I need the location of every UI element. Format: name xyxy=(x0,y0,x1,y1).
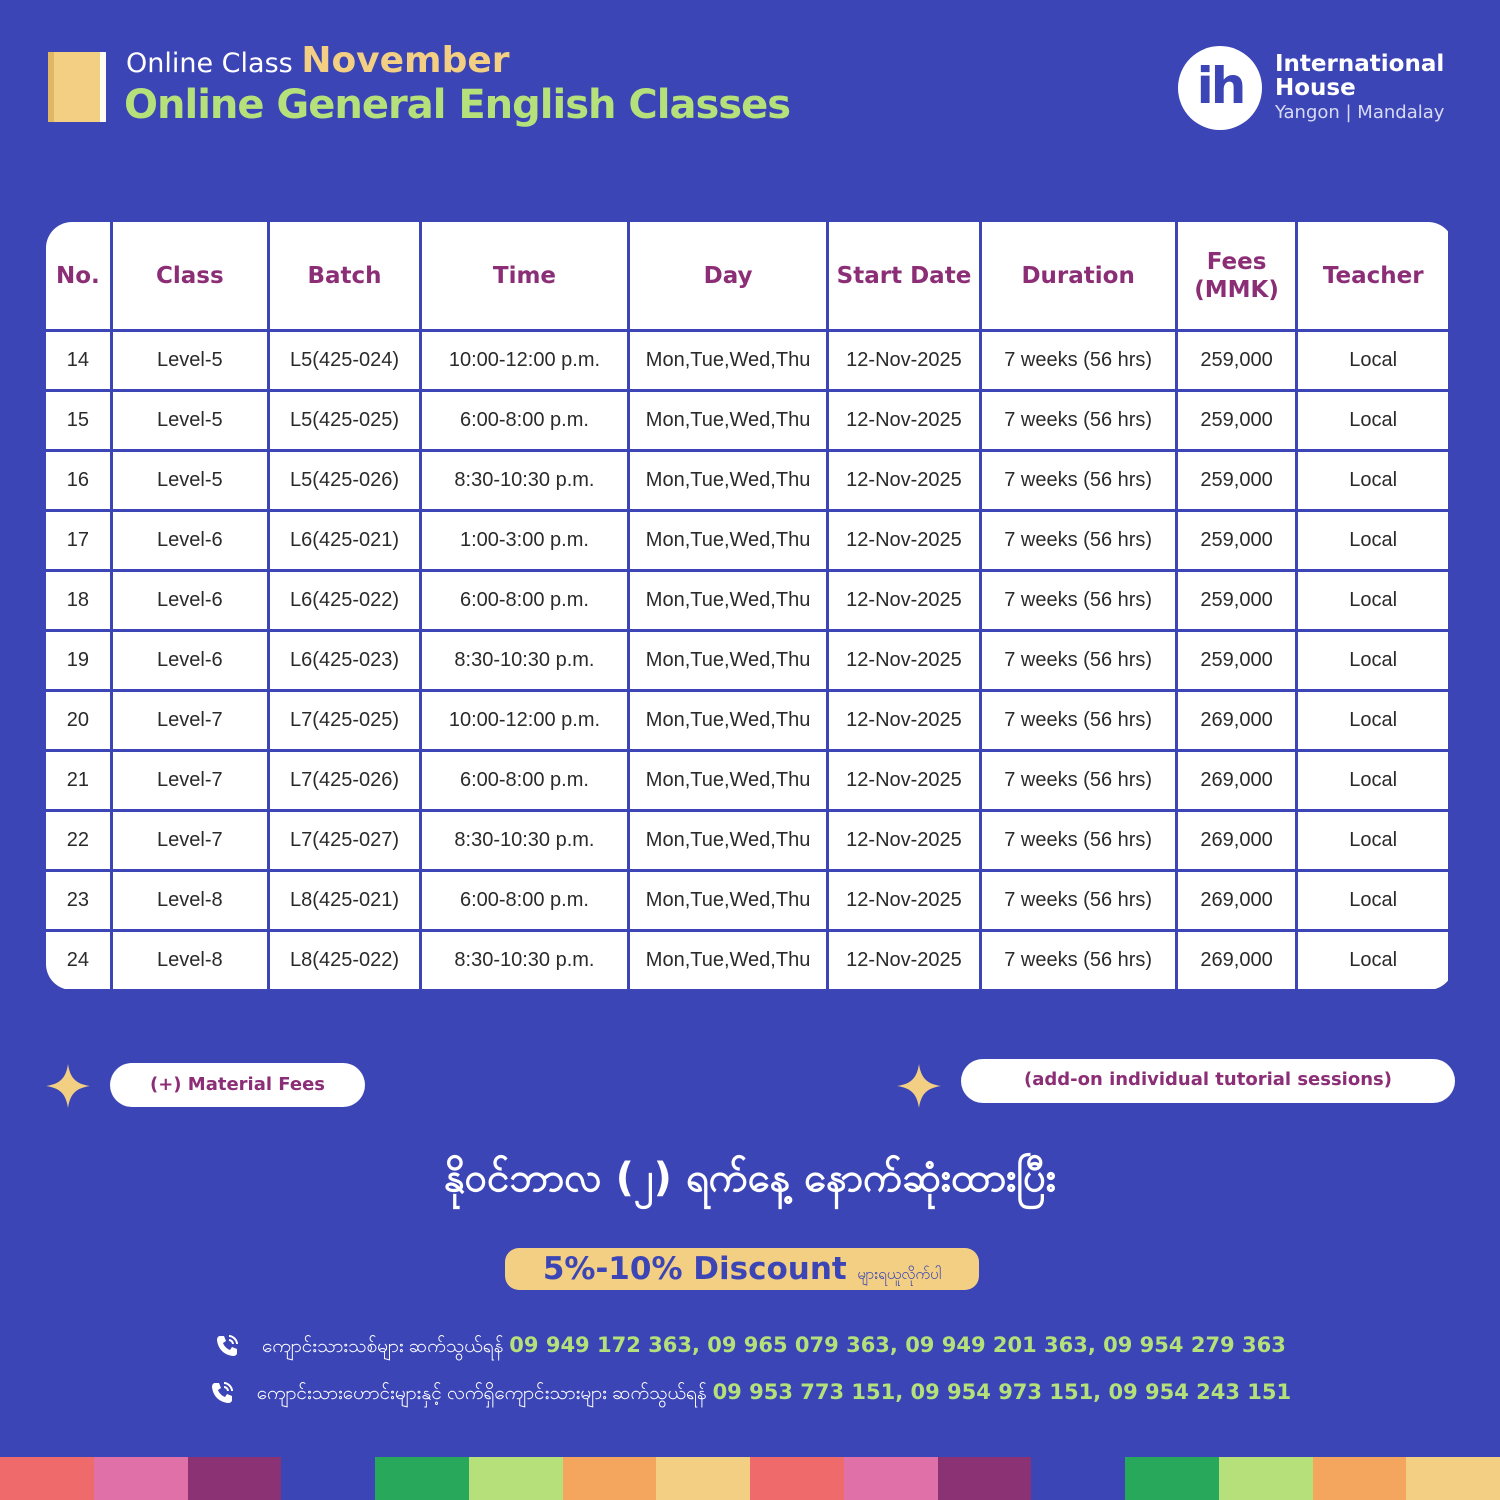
cell-no: 17 xyxy=(46,512,110,569)
schedule-table xyxy=(46,222,1451,990)
cell-batch: L6(425-022) xyxy=(270,572,419,629)
cell-day: Mon,Tue,Wed,Thu xyxy=(630,632,827,689)
cell-duration: 7 weeks (56 hrs) xyxy=(982,572,1175,629)
cell-no: 21 xyxy=(46,752,110,809)
cell-batch: L6(425-021) xyxy=(270,512,419,569)
book-icon xyxy=(46,48,110,124)
header-subtitle xyxy=(126,40,510,81)
discount-text: 5%-10% Discount xyxy=(542,1251,847,1287)
cell-batch: L8(425-021) xyxy=(270,872,419,929)
table-row xyxy=(46,332,1448,389)
cell-batch: L7(425-026) xyxy=(270,752,419,809)
cell-day: Mon,Tue,Wed,Thu xyxy=(630,392,827,449)
cell-batch: L6(425-023) xyxy=(270,632,419,689)
discount-badge xyxy=(505,1248,979,1290)
color-strip-segment xyxy=(1031,1457,1125,1500)
cell-duration: 7 weeks (56 hrs) xyxy=(982,692,1175,749)
cell-start-date: 12-Nov-2025 xyxy=(829,752,978,809)
cell-no: 18 xyxy=(46,572,110,629)
cell-duration: 7 weeks (56 hrs) xyxy=(982,752,1175,809)
column-header: Batch xyxy=(270,222,419,329)
cell-fees: 259,000 xyxy=(1178,572,1296,629)
cell-time: 1:00-3:00 p.m. xyxy=(422,512,627,569)
cell-time: 8:30-10:30 p.m. xyxy=(422,452,627,509)
table-row xyxy=(46,632,1448,689)
cell-batch: L7(425-025) xyxy=(270,692,419,749)
color-strip-segment xyxy=(281,1457,375,1500)
logo-name: International House xyxy=(1275,51,1445,101)
cell-class: Level-7 xyxy=(113,752,267,809)
cell-teacher: Local xyxy=(1298,872,1448,929)
cell-day: Mon,Tue,Wed,Thu xyxy=(630,812,827,869)
cell-teacher: Local xyxy=(1298,572,1448,629)
cell-day: Mon,Tue,Wed,Thu xyxy=(630,692,827,749)
cell-start-date: 12-Nov-2025 xyxy=(829,452,978,509)
cell-teacher: Local xyxy=(1298,692,1448,749)
material-fees-note: (+) Material Fees xyxy=(110,1063,365,1107)
contact-numbers[interactable]: 09 949 172 363, 09 965 079 363, 09 949 201 363, 09 954 279 363 xyxy=(509,1333,1286,1357)
cell-class: Level-6 xyxy=(113,512,267,569)
contact-label: ကျောင်းသားသစ်များ ဆက်သွယ်ရန် xyxy=(262,1336,504,1357)
cell-time: 6:00-8:00 p.m. xyxy=(422,872,627,929)
column-header: Start Date xyxy=(829,222,978,329)
contact-new-students xyxy=(0,1333,1500,1362)
cell-teacher: Local xyxy=(1298,452,1448,509)
cell-start-date: 12-Nov-2025 xyxy=(829,932,978,989)
page-title: Online General English Classes xyxy=(124,82,791,128)
column-header: No. xyxy=(46,222,110,329)
table-row xyxy=(46,872,1448,929)
cell-day: Mon,Tue,Wed,Thu xyxy=(630,932,827,989)
cell-no: 19 xyxy=(46,632,110,689)
column-header: Day xyxy=(630,222,827,329)
table-row xyxy=(46,812,1448,869)
cell-batch: L5(425-024) xyxy=(270,332,419,389)
color-strip-segment xyxy=(656,1457,750,1500)
cell-fees: 269,000 xyxy=(1178,812,1296,869)
table-row xyxy=(46,932,1448,989)
cell-duration: 7 weeks (56 hrs) xyxy=(982,392,1175,449)
table-row xyxy=(46,392,1448,449)
cell-start-date: 12-Nov-2025 xyxy=(829,332,978,389)
cell-no: 22 xyxy=(46,812,110,869)
logo-mark: ih xyxy=(1178,46,1262,130)
cell-batch: L8(425-022) xyxy=(270,932,419,989)
color-strip-segment xyxy=(750,1457,844,1500)
cell-start-date: 12-Nov-2025 xyxy=(829,812,978,869)
color-strip-segment xyxy=(1125,1457,1219,1500)
sparkle-icon xyxy=(46,1064,90,1108)
cell-time: 6:00-8:00 p.m. xyxy=(422,392,627,449)
cell-batch: L7(425-027) xyxy=(270,812,419,869)
cell-class: Level-8 xyxy=(113,932,267,989)
discount-suffix: များရယူလိုက်ပါ xyxy=(857,1266,942,1283)
cell-day: Mon,Tue,Wed,Thu xyxy=(630,872,827,929)
table-row xyxy=(46,692,1448,749)
color-strip-segment xyxy=(375,1457,469,1500)
color-strip-segment xyxy=(0,1457,94,1500)
cell-fees: 269,000 xyxy=(1178,932,1296,989)
color-strip xyxy=(0,1457,1500,1500)
cell-duration: 7 weeks (56 hrs) xyxy=(982,632,1175,689)
cell-class: Level-6 xyxy=(113,572,267,629)
color-strip-segment xyxy=(1313,1457,1407,1500)
phone-icon xyxy=(214,1333,240,1359)
color-strip-segment xyxy=(844,1457,938,1500)
cell-duration: 7 weeks (56 hrs) xyxy=(982,812,1175,869)
cell-no: 15 xyxy=(46,392,110,449)
cell-no: 20 xyxy=(46,692,110,749)
cell-fees: 259,000 xyxy=(1178,392,1296,449)
cell-start-date: 12-Nov-2025 xyxy=(829,632,978,689)
cell-teacher: Local xyxy=(1298,632,1448,689)
cell-start-date: 12-Nov-2025 xyxy=(829,512,978,569)
column-header: Teacher xyxy=(1298,222,1448,329)
cell-duration: 7 weeks (56 hrs) xyxy=(982,452,1175,509)
cell-class: Level-5 xyxy=(113,452,267,509)
contact-numbers[interactable]: 09 953 773 151, 09 954 973 151, 09 954 243 151 xyxy=(712,1380,1292,1404)
table-row xyxy=(46,752,1448,809)
cell-teacher: Local xyxy=(1298,932,1448,989)
phone-icon xyxy=(209,1380,235,1406)
cell-time: 10:00-12:00 p.m. xyxy=(422,332,627,389)
cell-time: 6:00-8:00 p.m. xyxy=(422,752,627,809)
cell-fees: 259,000 xyxy=(1178,332,1296,389)
contact-current-students xyxy=(0,1380,1500,1409)
cell-no: 16 xyxy=(46,452,110,509)
cell-fees: 269,000 xyxy=(1178,872,1296,929)
promo-headline: နိုဝင်ဘာလ (၂) ရက်နေ့ နောက်ဆုံးထားပြီး xyxy=(443,1155,1057,1201)
cell-start-date: 12-Nov-2025 xyxy=(829,392,978,449)
cell-fees: 269,000 xyxy=(1178,692,1296,749)
contact-label: ကျောင်းသားဟောင်းများနှင့် လက်ရှိကျောင်းသားများ ဆက်သွယ်ရန် xyxy=(256,1383,707,1404)
color-strip-segment xyxy=(469,1457,563,1500)
table-row xyxy=(46,572,1448,629)
cell-day: Mon,Tue,Wed,Thu xyxy=(630,452,827,509)
cell-batch: L5(425-026) xyxy=(270,452,419,509)
column-header: Duration xyxy=(982,222,1175,329)
cell-day: Mon,Tue,Wed,Thu xyxy=(630,332,827,389)
header-month: November xyxy=(301,40,510,81)
table-row xyxy=(46,512,1448,569)
cell-start-date: 12-Nov-2025 xyxy=(829,572,978,629)
table-body xyxy=(46,332,1448,989)
color-strip-segment xyxy=(563,1457,657,1500)
color-strip-segment xyxy=(188,1457,282,1500)
cell-time: 10:00-12:00 p.m. xyxy=(422,692,627,749)
cell-start-date: 12-Nov-2025 xyxy=(829,692,978,749)
tutorial-note: (add-on individual tutorial sessions) xyxy=(961,1059,1455,1103)
cell-class: Level-7 xyxy=(113,692,267,749)
cell-class: Level-7 xyxy=(113,812,267,869)
cell-duration: 7 weeks (56 hrs) xyxy=(982,512,1175,569)
cell-duration: 7 weeks (56 hrs) xyxy=(982,932,1175,989)
schedule-table-card xyxy=(46,222,1454,990)
cell-fees: 269,000 xyxy=(1178,752,1296,809)
cell-time: 8:30-10:30 p.m. xyxy=(422,812,627,869)
table-row xyxy=(46,452,1448,509)
cell-teacher: Local xyxy=(1298,812,1448,869)
cell-day: Mon,Tue,Wed,Thu xyxy=(630,512,827,569)
cell-teacher: Local xyxy=(1298,392,1448,449)
column-header: Time xyxy=(422,222,627,329)
cell-class: Level-5 xyxy=(113,392,267,449)
cell-no: 14 xyxy=(46,332,110,389)
color-strip-segment xyxy=(94,1457,188,1500)
color-strip-segment xyxy=(1406,1457,1500,1500)
cell-day: Mon,Tue,Wed,Thu xyxy=(630,572,827,629)
cell-time: 8:30-10:30 p.m. xyxy=(422,932,627,989)
cell-duration: 7 weeks (56 hrs) xyxy=(982,872,1175,929)
color-strip-segment xyxy=(938,1457,1032,1500)
color-strip-segment xyxy=(1219,1457,1313,1500)
cell-no: 24 xyxy=(46,932,110,989)
cell-time: 6:00-8:00 p.m. xyxy=(422,572,627,629)
cell-teacher: Local xyxy=(1298,332,1448,389)
logo-locations: Yangon | Mandalay xyxy=(1275,102,1445,123)
cell-duration: 7 weeks (56 hrs) xyxy=(982,332,1175,389)
cell-class: Level-8 xyxy=(113,872,267,929)
cell-no: 23 xyxy=(46,872,110,929)
table-header-row xyxy=(46,222,1448,329)
header-prefix: Online Class xyxy=(126,48,293,79)
sparkle-icon xyxy=(897,1064,941,1108)
cell-time: 8:30-10:30 p.m. xyxy=(422,632,627,689)
cell-fees: 259,000 xyxy=(1178,632,1296,689)
cell-day: Mon,Tue,Wed,Thu xyxy=(630,752,827,809)
logo xyxy=(1178,46,1468,132)
cell-fees: 259,000 xyxy=(1178,512,1296,569)
cell-start-date: 12-Nov-2025 xyxy=(829,872,978,929)
cell-class: Level-5 xyxy=(113,332,267,389)
cell-class: Level-6 xyxy=(113,632,267,689)
cell-teacher: Local xyxy=(1298,752,1448,809)
cell-teacher: Local xyxy=(1298,512,1448,569)
cell-batch: L5(425-025) xyxy=(270,392,419,449)
cell-fees: 259,000 xyxy=(1178,452,1296,509)
column-header: Class xyxy=(113,222,267,329)
column-header: Fees (MMK) xyxy=(1178,222,1296,329)
